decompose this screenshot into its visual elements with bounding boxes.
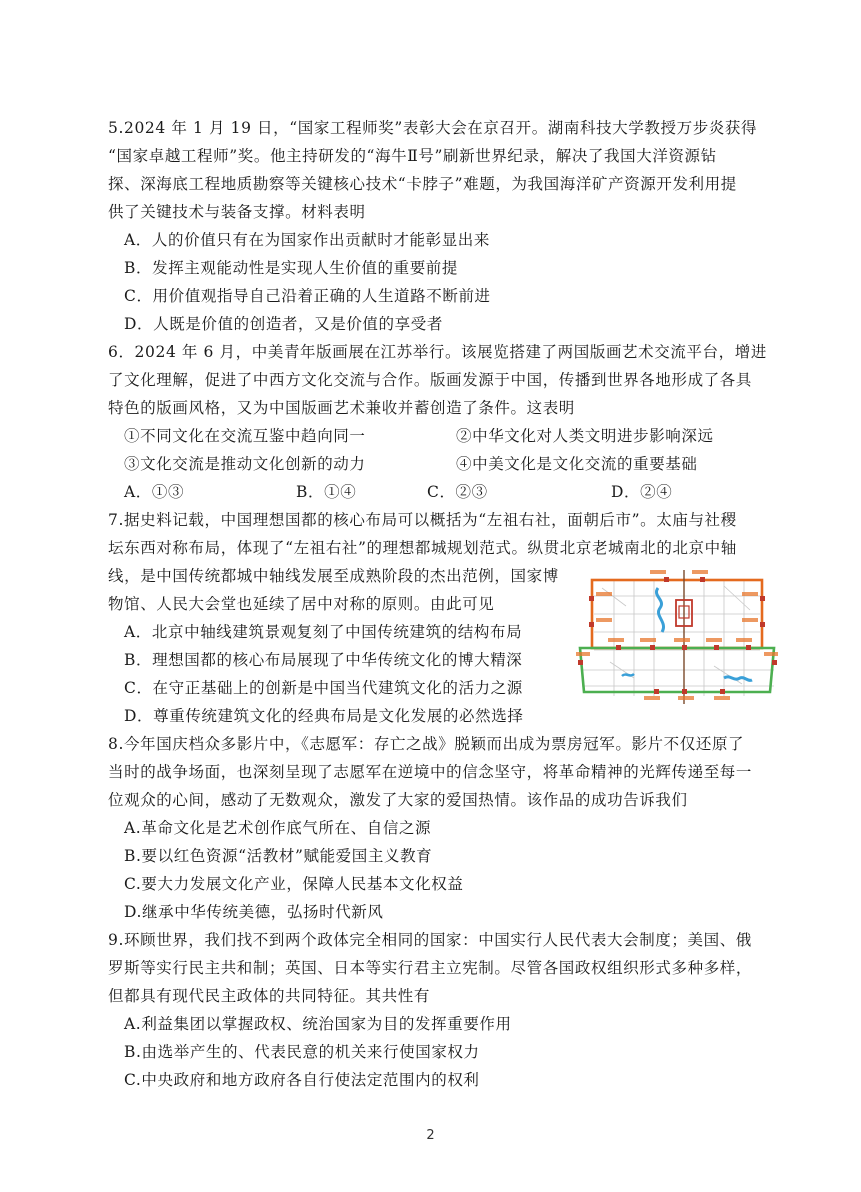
q6-option-a: A．①③ <box>124 483 185 501</box>
park-water-west <box>622 674 634 676</box>
beijing-axis-map-figure <box>574 566 782 706</box>
q6-option-c: C．②③ <box>427 483 488 501</box>
q5-option-b: B．发挥主观能动性是实现人生价值的重要前提 <box>124 259 458 277</box>
q8-stem-line: 当时的战争场面，也深刻呈现了志愿军在逆境中的信念坚守，将革命精神的光辉传递至每一 <box>108 763 753 781</box>
q6-option-b: B．①④ <box>296 483 357 501</box>
q6-statement-4: ④中美文化是文化交流的重要基础 <box>456 455 698 473</box>
q5-stem-line: 供了关键技术与装备支撑。材料表明 <box>108 203 366 221</box>
q8-option-b: B.要以红色资源“活教材”赋能爱国主义教育 <box>124 847 433 865</box>
q7-stem-line: 7.据史料记载，中国理想国都的核心布局可以概括为“左祖右社，面朝后市”。太庙与社稷 <box>108 511 737 529</box>
q9-option-c: C.中央政府和地方政府各自行使法定范围内的权利 <box>124 1071 480 1089</box>
q8-option-a: A.革命文化是艺术创作底气所在、自信之源 <box>124 819 432 837</box>
q7-stem-line: 坛东西对称布局，体现了“左祖右社”的理想都城规划范式。纵贯北京老城南北的北京中轴 <box>108 539 737 557</box>
q6-statement-2: ②中华文化对人类文明进步影响深远 <box>456 427 714 445</box>
q6-stem-line: 特色的版画风格，又为中国版画艺术兼收并蓄创造了条件。这表明 <box>108 399 575 417</box>
q8-stem-line: 位观众的心间，感动了无数观众，激发了大家的爱国热情。该作品的成功告诉我们 <box>108 791 688 809</box>
q5-option-c: C．用价值观指导自己沿着正确的人生道路不断前进 <box>124 287 491 305</box>
q9-stem-line: 罗斯等实行民主共和制；英国、日本等实行君主立宪制。尽管各国政权组织形式多种多样， <box>108 959 753 977</box>
q7-option-d: D．尊重传统建筑文化的经典布局是文化发展的必然选择 <box>124 707 524 725</box>
page-number: 2 <box>426 1128 435 1143</box>
q7-option-a: A．北京中轴线建筑景观复刻了中国传统建筑的结构布局 <box>124 623 523 641</box>
q6-statement-1: ①不同文化在交流互鉴中趋向同一 <box>124 427 366 445</box>
q6-option-d: D．②④ <box>611 483 673 501</box>
q5-stem-line: 探、深海底工程地质勘察等关键核心技术“卡脖子”难题，为我国海洋矿产资源开发利用提 <box>108 175 737 193</box>
q9-stem-line: 但都具有现代民主政体的共同特征。其共性有 <box>108 987 431 1005</box>
q6-stem-line: 6．2024 年 6 月，中美青年版画展在江苏举行。该展览搭建了两国版画艺术交流平台，增进 <box>108 343 767 361</box>
q7-stem-line: 线，是中国传统都城中轴线发展至成熟阶段的杰出范例，国家博 <box>108 567 559 585</box>
q8-option-d: D.继承中华传统美德，弘扬时代新风 <box>124 903 384 921</box>
q9-stem-line: 9.环顾世界，我们找不到两个政体完全相同的国家：中国实行人民代表大会制度；美国、俄 <box>108 931 752 949</box>
q7-option-b: B．理想国都的核心布局展现了中华传统文化的博大精深 <box>124 651 523 669</box>
q7-option-c: C．在守正基础上的创新是中国当代建筑文化的活力之源 <box>124 679 523 697</box>
q5-stem-line: “国家卓越工程师”奖。他主持研发的“海牛Ⅱ号”刷新世界纪录，解决了我国大洋资源钻 <box>108 147 717 165</box>
q5-stem-line: 5.2024 年 1 月 19 日，“国家工程师奖”表彰大会在京召开。湖南科技大学教授万步炎获得 <box>108 119 758 137</box>
q6-statement-3: ③文化交流是推动文化创新的动力 <box>124 455 366 473</box>
park-water <box>724 677 752 681</box>
q8-option-c: C.要大力发展文化产业，保障人民基本文化权益 <box>124 875 464 893</box>
q5-option-d: D．人既是价值的创造者，又是价值的享受者 <box>124 315 443 333</box>
q9-option-b: B.由选举产生的、代表民意的机关来行使国家权力 <box>124 1043 480 1061</box>
q5-option-a: A．人的价值只有在为国家作出贡献时才能彰显出来 <box>124 231 490 249</box>
q6-stem-line: 了文化理解，促进了中西方文化交流与合作。版画发源于中国，传播到世界各地形成了各具 <box>108 371 753 389</box>
q9-option-a: A.利益集团以掌握政权、统治国家为目的发挥重要作用 <box>124 1015 512 1033</box>
lake-water <box>656 588 663 632</box>
q8-stem-line: 8.今年国庆档众多影片中，《志愿军：存亡之战》脱颖而出成为票房冠军。影片不仅还原了 <box>108 735 745 753</box>
q7-stem-line: 物馆、人民大会堂也延续了居中对称的原则。由此可见 <box>108 595 495 613</box>
